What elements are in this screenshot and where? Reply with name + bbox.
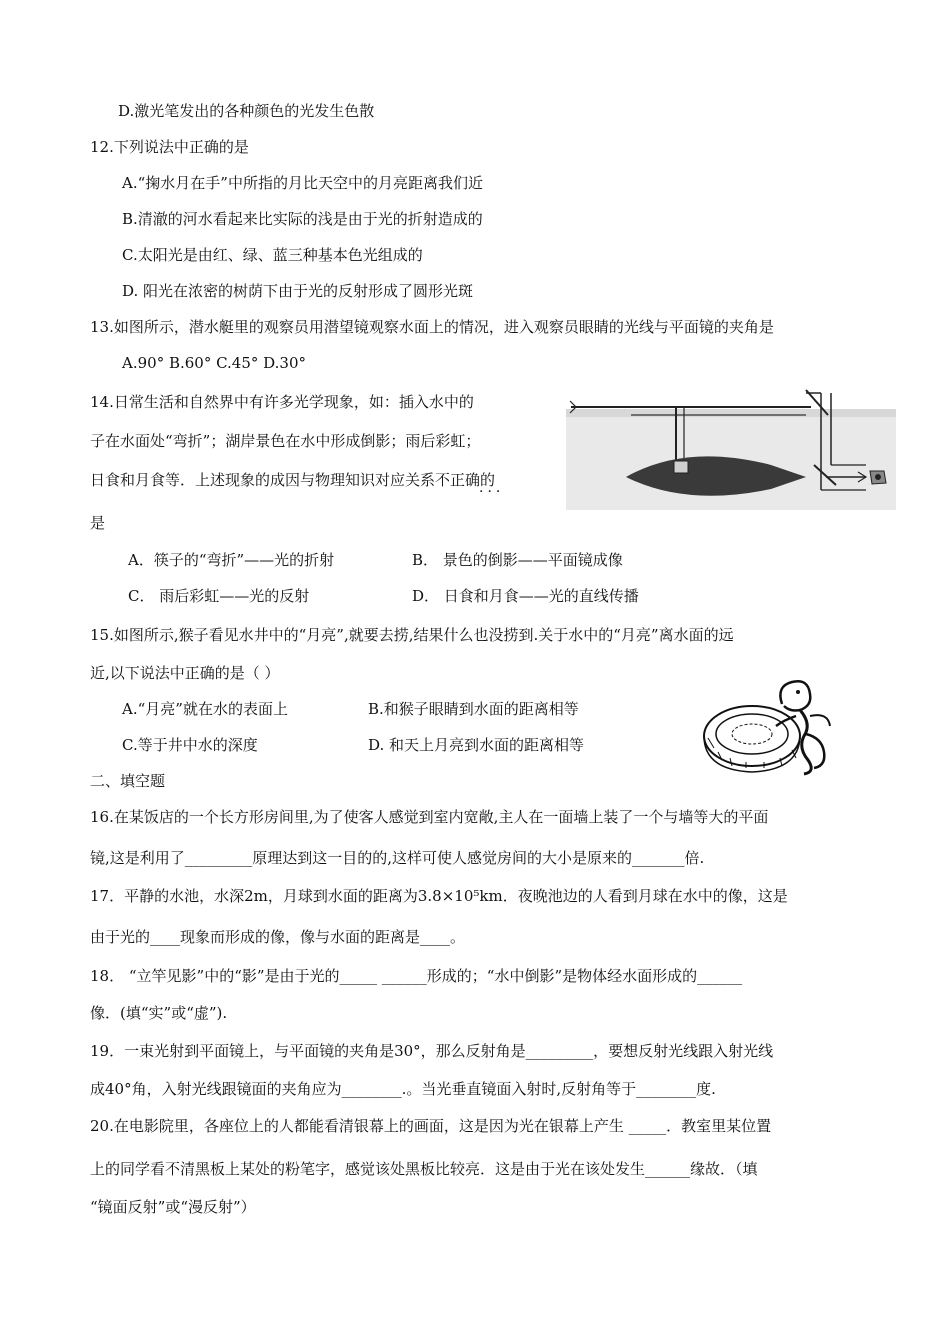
q20-line-2: 上的同学看不清黑板上某处的粉笔字，感觉该处黑板比较亮．这是由于光在该处发生______缘故．（填 xyxy=(90,1160,758,1178)
q14-emphasis-dots: ··· xyxy=(479,484,505,500)
q16-line-1: 16.在某饭店的一个长方形房间里,为了使客人感觉到室内宽敞,主人在一面墙上装了一个与墙等大的平面 xyxy=(90,808,769,826)
q13-stem: 13.如图所示，潜水艇里的观察员用潜望镜观察水面上的情况，进入观察员眼睛的光线与平面镜的夹角是 xyxy=(90,318,774,336)
q14-option-a: A．筷子的“弯折”——光的折射 xyxy=(128,551,335,569)
q20-line-3: “镜面反射”或“漫反射”） xyxy=(90,1198,256,1216)
q18-line-2: 像．(填“实”或“虚”). xyxy=(90,1004,228,1022)
q14-line-3: 日食和月食等．上述现象的成因与物理知识对应关系不正确的 xyxy=(90,471,496,489)
q15-option-c: C.等于井中水的深度 xyxy=(122,736,258,754)
q16-line-2: 镜,这是利用了_________原理达到这一目的的,这样可使人感觉房间的大小是原来的_______倍. xyxy=(90,849,705,867)
q12-option-a: A.“掬水月在手”中所指的月比天空中的月亮距离我们近 xyxy=(122,174,483,192)
q13-options: A.90° B.60° C.45° D.30° xyxy=(122,354,307,372)
q14-option-c: C． 雨后彩虹——光的反射 xyxy=(128,587,310,605)
q20-line-1: 20.在电影院里，各座位上的人都能看清银幕上的画面，这是因为光在银幕上产生 _____．教室里某位置 xyxy=(90,1117,772,1135)
q18-line-1: 18． “立竿见影”中的“影”是由于光的_____ ______形成的；“水中倒影”是物体经水面形成的______ xyxy=(90,967,743,985)
q19-line-2: 成40°角，入射光线跟镜面的夹角应为________.。当光垂直镜面入射时,反射角等于________度. xyxy=(90,1080,716,1098)
q17-line-1: 17．平静的水池，水深2m，月球到水面的距离为3.8×10⁵km．夜晚池边的人看到月球在水中的像，这是 xyxy=(90,887,788,905)
q12-option-d: D. 阳光在浓密的树荫下由于光的反射形成了圆形光斑 xyxy=(122,282,474,300)
q14-option-d: D． 日食和月食——光的直线传播 xyxy=(412,587,639,605)
q14-line-4: 是 xyxy=(90,514,106,532)
q15-line-1: 15.如图所示,猴子看见水井中的“月亮”,就要去捞,结果什么也没捞到.关于水中的“月亮”离水面的远 xyxy=(90,626,734,644)
q14-line-2: 子在水面处“弯折”；湖岸景色在水中形成倒影；雨后彩虹； xyxy=(90,432,481,450)
q19-line-1: 19．一束光射到平面镜上，与平面镜的夹角是30°，那么反射角是_________，要想反射光线跟入射光线 xyxy=(90,1042,774,1060)
section-2-title: 二、填空题 xyxy=(90,772,166,790)
q15-option-d: D. 和天上月亮到水面的距离相等 xyxy=(368,736,585,754)
q11-option-d: D.激光笔发出的各种颜色的光发生色散 xyxy=(118,102,375,120)
q15-line-2: 近,以下说法中正确的是（ ） xyxy=(90,664,280,682)
q12-option-b: B.清澈的河水看起来比实际的浅是由于光的折射造成的 xyxy=(122,210,483,228)
q15-option-b: B.和猴子眼睛到水面的距离相等 xyxy=(368,700,579,718)
q14-option-b: B． 景色的倒影——平面镜成像 xyxy=(412,551,623,569)
q12-stem: 12.下列说法中正确的是 xyxy=(90,138,249,156)
periscope-figure xyxy=(566,385,896,514)
q14-line-1: 14.日常生活和自然界中有许多光学现象，如：插入水中的 xyxy=(90,393,474,411)
q12-option-c: C.太阳光是由红、绿、蓝三种基本色光组成的 xyxy=(122,246,423,264)
q17-line-2: 由于光的____现象而形成的像，像与水面的距离是____。 xyxy=(90,928,466,946)
q15-option-a: A.“月亮”就在水的表面上 xyxy=(122,700,288,718)
monkey-well-figure xyxy=(700,676,835,780)
periscope-diagram xyxy=(566,385,896,510)
monkey-well-drawing xyxy=(700,676,835,776)
